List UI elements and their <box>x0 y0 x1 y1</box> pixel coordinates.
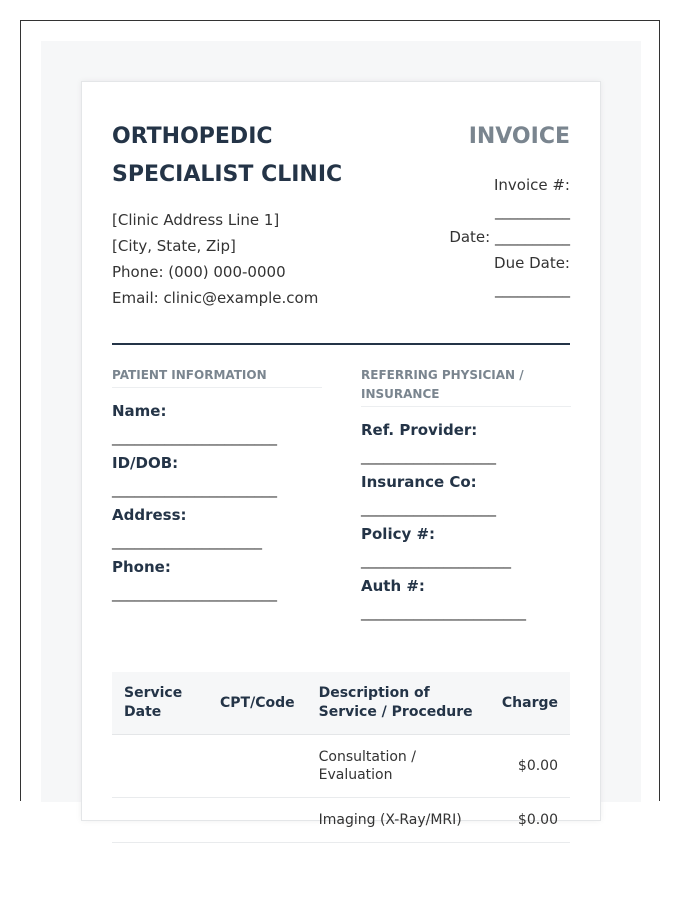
patient-name-label: Name: <box>112 402 167 420</box>
referral-provider-field <box>361 417 571 469</box>
invoice-due-date-label: Due Date: <box>494 254 570 272</box>
clinic-contact <box>112 207 318 311</box>
table-row <box>112 798 570 843</box>
invoice-meta <box>420 172 570 302</box>
invoice-due-date-line[interactable]: __________ <box>495 280 570 298</box>
header-cpt-code: CPT/Code <box>208 672 307 735</box>
patient-information-section <box>112 366 322 606</box>
patient-name-line[interactable]: ______________________ <box>112 428 277 446</box>
table-row <box>112 735 570 798</box>
patient-id-line[interactable]: ______________________ <box>112 480 277 498</box>
row-cpt-code[interactable] <box>208 735 307 798</box>
auth-number-line[interactable]: ______________________ <box>361 603 526 621</box>
row-charge: $0.00 <box>486 735 570 798</box>
row-cpt-code[interactable] <box>208 798 307 843</box>
row-service-date[interactable] <box>112 735 208 798</box>
clinic-name: ORTHOPEDIC SPECIALIST CLINIC <box>112 124 343 187</box>
invoice-date-field[interactable]: Date: __________ <box>449 228 570 246</box>
page-frame <box>20 20 660 828</box>
patient-address-label: Address: <box>112 506 187 524</box>
referral-section-title: REFERRING PHYSICIAN / INSURANCE <box>361 366 571 407</box>
row-charge: $0.00 <box>486 798 570 843</box>
auth-number-label: Auth #: <box>361 577 425 595</box>
patient-section-title: PATIENT INFORMATION <box>112 366 322 388</box>
header-divider <box>112 343 570 345</box>
clinic-address-line-2: [City, State, Zip] <box>112 237 236 255</box>
clinic-phone: Phone: (000) 000-0000 <box>112 263 286 281</box>
invoice-number-label: Invoice #: <box>493 176 570 194</box>
invoice-title: INVOICE <box>468 124 570 149</box>
referral-insurance-section <box>361 366 571 625</box>
header-service-date: Service Date <box>112 672 208 735</box>
patient-id-field <box>112 450 322 502</box>
patient-id-label: ID/DOB: <box>112 454 179 472</box>
patient-phone-label: Phone: <box>112 558 171 576</box>
row-description: Consultation / Evaluation <box>307 735 486 798</box>
insurance-company-field <box>361 469 571 521</box>
patient-address-line[interactable]: ____________________ <box>112 532 262 550</box>
insurance-company-line[interactable]: __________________ <box>361 499 496 517</box>
policy-number-line[interactable]: ____________________ <box>361 551 511 569</box>
policy-number-label: Policy #: <box>361 525 436 543</box>
header-description: Description of Service / Procedure <box>307 672 486 735</box>
services-table <box>112 672 570 843</box>
invoice-sheet <box>81 81 601 828</box>
header-charge: Charge <box>486 672 570 735</box>
referral-provider-label: Ref. Provider: <box>361 421 478 439</box>
clinic-email: Email: clinic@example.com <box>112 289 319 307</box>
patient-name-field <box>112 398 322 450</box>
page-background <box>41 41 641 828</box>
referral-provider-line[interactable]: __________________ <box>361 447 496 465</box>
invoice-number-line[interactable]: __________ <box>495 202 570 220</box>
patient-phone-field <box>112 554 322 606</box>
patient-address-field <box>112 502 322 554</box>
auth-number-field <box>361 573 571 625</box>
patient-phone-line[interactable]: ______________________ <box>112 584 277 602</box>
row-service-date[interactable] <box>112 798 208 843</box>
row-description: Imaging (X-Ray/MRI) <box>307 798 486 843</box>
services-table-header-row <box>112 672 570 735</box>
insurance-company-label: Insurance Co: <box>361 473 477 491</box>
clinic-address-line-1: [Clinic Address Line 1] <box>112 211 280 229</box>
policy-number-field <box>361 521 571 573</box>
